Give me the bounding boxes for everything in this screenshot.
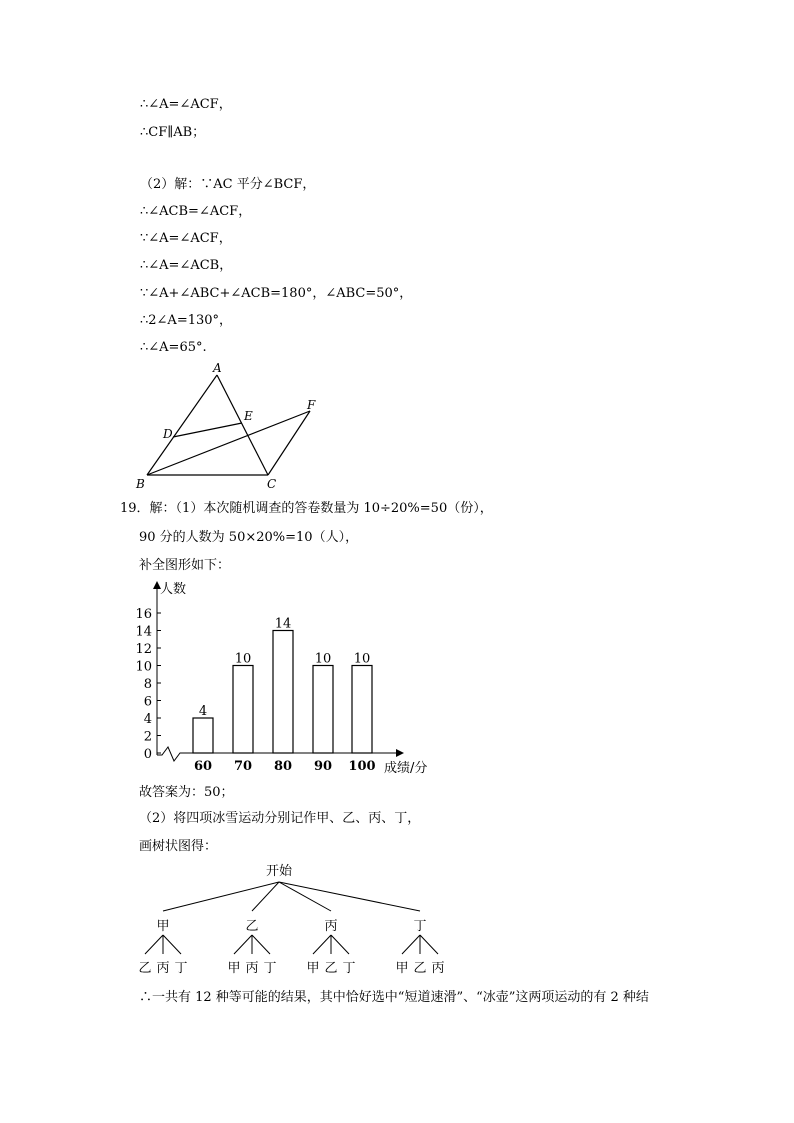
bar-value-label: 14 — [274, 616, 292, 632]
proof-line: ∴∠A=65°. — [140, 340, 207, 355]
tree-node-level2: 甲 — [306, 961, 320, 976]
bar-value-label: 4 — [198, 704, 208, 719]
proof-line: ∴∠A=∠ACF， — [140, 97, 232, 112]
proof-line: （2）解：∵AC 平分∠BCF， — [140, 177, 316, 192]
tree-node-level1: 乙 — [245, 919, 259, 934]
tree-branch — [252, 882, 279, 911]
x-tick-label: 70 — [233, 759, 253, 774]
y-tick-label: 6 — [143, 694, 152, 710]
bar-value-label: 10 — [234, 651, 252, 667]
tree-node-level2: 丙 — [156, 961, 170, 976]
q19-conclusion: ∴一共有 12 种等可能的结果，其中恰好选中“短道速滑”、“冰壶”这两项运动的有 2 种结 — [139, 990, 649, 1005]
tree-diagram — [130, 855, 470, 980]
bar — [233, 666, 253, 754]
tree-node-level2: 丁 — [263, 961, 277, 976]
bar — [313, 666, 333, 754]
segment-ac — [217, 375, 268, 475]
tree-node-level2: 甲 — [395, 961, 409, 976]
bar-value-label: 10 — [314, 651, 332, 667]
proof-line: ∵∠A=∠ACF， — [140, 231, 232, 246]
bar-chart — [130, 575, 450, 780]
proof-line: ∴∠ACB=∠ACF， — [140, 204, 252, 219]
tree-node-level2: 丙 — [245, 961, 259, 976]
tree-node-level2: 乙 — [413, 961, 427, 976]
x-tick-label: 90 — [313, 759, 333, 774]
tree-node-level2: 乙 — [324, 961, 338, 976]
point-label-e: E — [244, 409, 253, 423]
bar — [352, 666, 372, 754]
q19-line: 90 分的人数为 50×20%=10（人）， — [139, 530, 359, 545]
q19-line: 补全图形如下： — [139, 558, 231, 573]
tree-branch — [402, 935, 420, 954]
x-axis-label: 成绩/分 — [384, 761, 428, 776]
tree-branch — [331, 935, 349, 954]
y-tick-label: 0 — [143, 747, 152, 762]
segment-bf — [147, 411, 310, 475]
tree-node-level2: 丙 — [431, 961, 445, 976]
x-tick-label: 100 — [348, 759, 376, 774]
q19-part2: （2）将四项冰雪运动分别记作甲、乙、丙、丁， — [139, 811, 421, 826]
tree-node-level2: 丁 — [342, 961, 356, 976]
tree-node-level2: 丁 — [174, 961, 188, 976]
tree-node-level1: 丁 — [413, 919, 427, 934]
proof-line: ∴∠A=∠ACB， — [140, 258, 233, 273]
y-tick-label: 4 — [143, 712, 152, 727]
tree-branch — [145, 935, 163, 954]
tree-node-level2: 乙 — [138, 961, 152, 976]
point-label-b: B — [136, 477, 145, 491]
y-tick-label: 12 — [135, 642, 152, 657]
tree-branch — [420, 935, 438, 954]
geometry-figure — [130, 360, 330, 495]
tree-root: 开始 — [265, 864, 293, 879]
proof-line: ∵∠A+∠ABC+∠ACB=180°，∠ABC=50°， — [140, 286, 413, 301]
proof-line: ∴CF∥AB； — [140, 125, 206, 140]
point-label-f: F — [307, 398, 316, 412]
y-tick-label: 14 — [135, 624, 152, 640]
tree-branch — [279, 882, 331, 911]
tree-branch — [163, 935, 181, 954]
q19-line: 19．解：（1）本次随机调查的答卷数量为 10÷20%=50（份）， — [120, 501, 493, 516]
point-label-d: D — [163, 427, 173, 441]
point-label-a: A — [213, 361, 222, 375]
q19-tree-intro: 画树状图得： — [139, 839, 218, 854]
bar-value-label: 10 — [353, 651, 371, 667]
segment-cf — [268, 411, 310, 475]
y-tick-label: 2 — [143, 729, 152, 745]
tree-node-level2: 甲 — [227, 961, 241, 976]
tree-branch — [313, 935, 331, 954]
bar — [193, 718, 213, 753]
tree-branch — [163, 882, 279, 911]
tree-branch — [279, 882, 420, 911]
tree-node-level1: 甲 — [156, 919, 170, 934]
segment-de — [173, 423, 242, 437]
x-tick-label: 60 — [193, 759, 213, 774]
q19-answer: 故答案为：50； — [139, 785, 234, 800]
x-tick-label: 80 — [273, 759, 293, 774]
proof-line: ∴2∠A=130°， — [140, 313, 233, 328]
point-label-c: C — [267, 477, 277, 491]
y-tick-label: 8 — [143, 677, 152, 692]
y-tick-label: 16 — [135, 607, 152, 622]
y-axis-label: 人数 — [160, 582, 187, 597]
tree-branch — [252, 935, 270, 954]
tree-branch — [234, 935, 252, 954]
segment-ab — [147, 375, 217, 475]
tree-node-level1: 丙 — [324, 919, 338, 934]
y-tick-label: 10 — [135, 659, 152, 675]
bar — [273, 631, 293, 754]
